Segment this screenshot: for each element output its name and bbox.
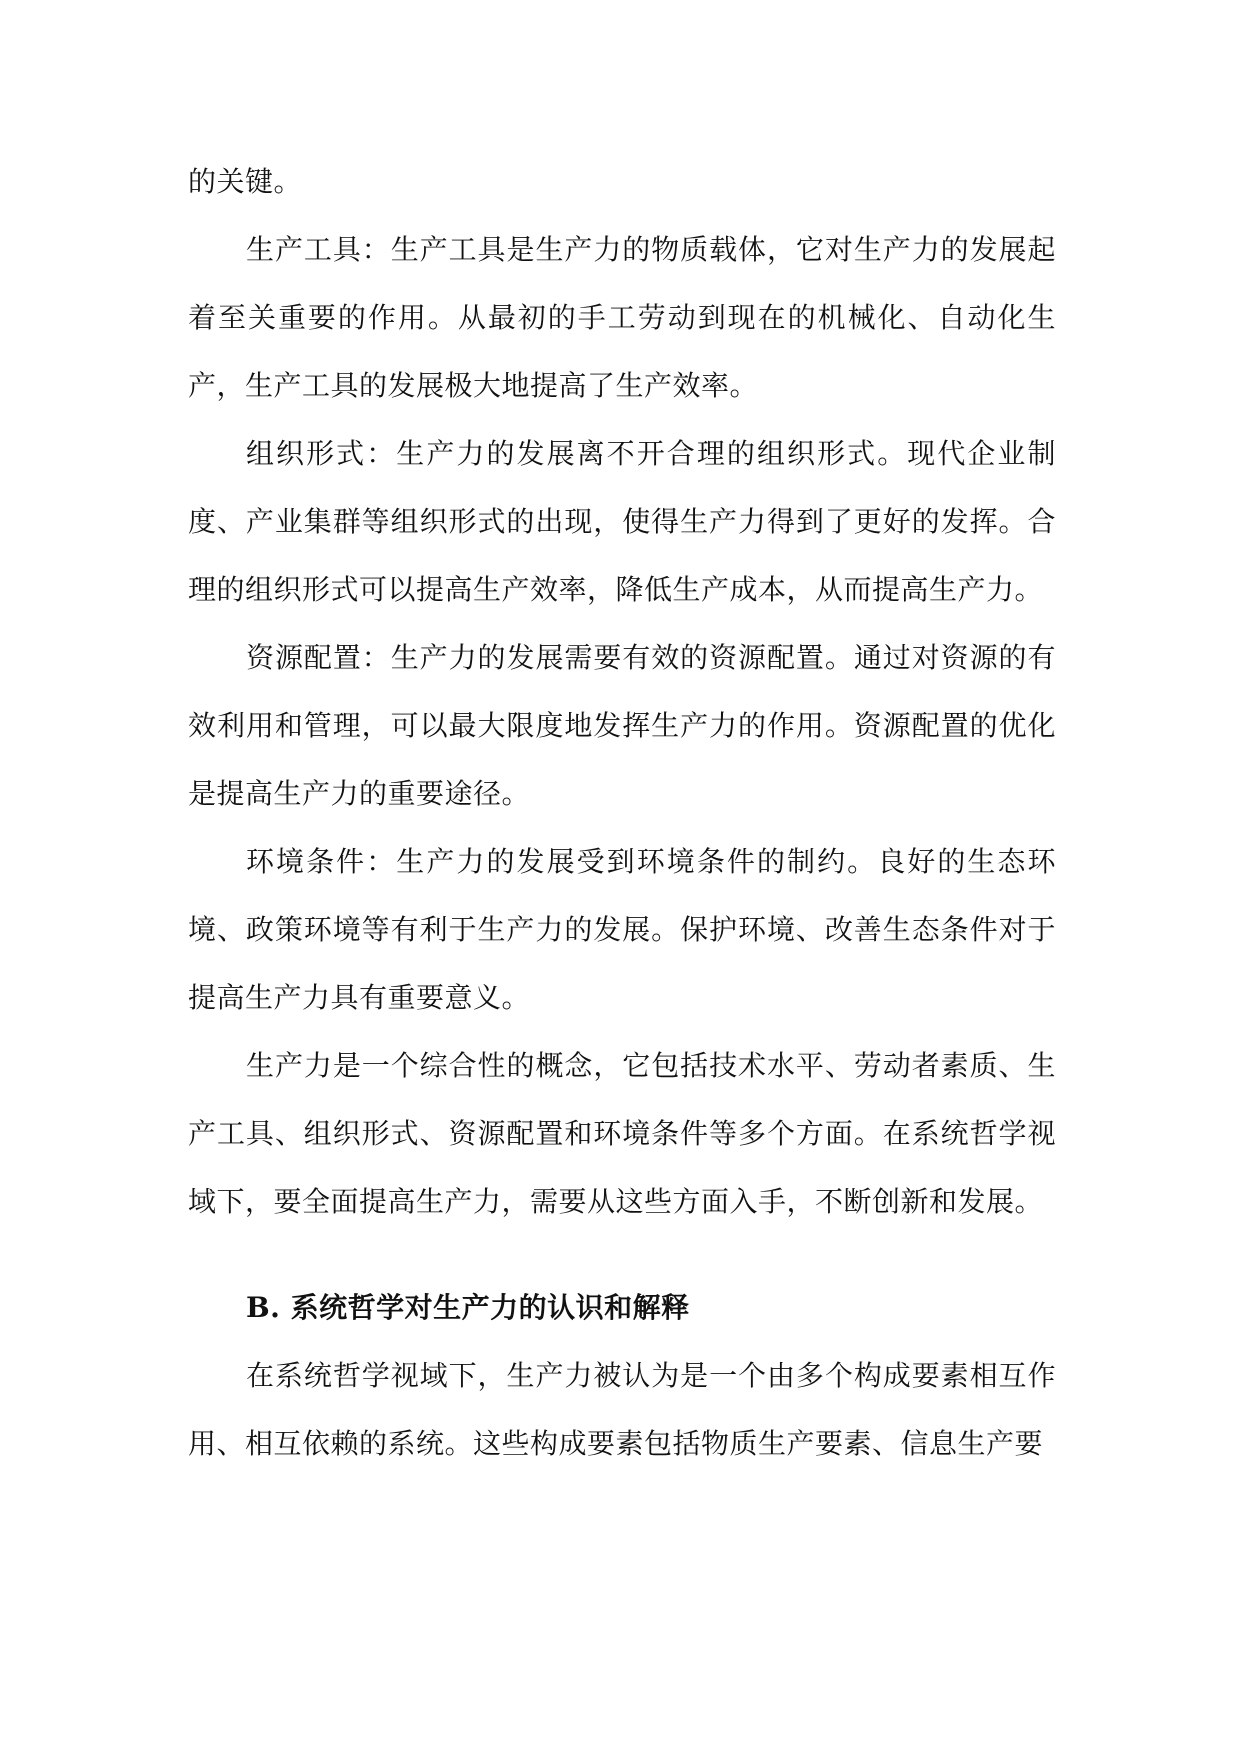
paragraph-environment-conditions: 环境条件：生产力的发展受到环境条件的制约。良好的生态环境、政策环境等有利于生产力的发展。保护环境、改善生态条件对于提高生产力具有重要意义。 [188, 845, 1056, 1014]
paragraph-organization-form: 组织形式：生产力的发展离不开合理的组织形式。现代企业制度、产业集群等组织形式的出现，使得生产力得到了更好的发挥。合理的组织形式可以提高生产效率，降低生产成本，从而提高生产力。 [188, 437, 1056, 606]
paragraph-production-tools: 生产工具：生产工具是生产力的物质载体，它对生产力的发展起着至关重要的作用。从最初的手工劳动到现在的机械化、自动化生产，生产工具的发展极大地提高了生产效率。 [188, 233, 1056, 402]
paragraph-summary: 生产力是一个综合性的概念，它包括技术水平、劳动者素质、生产工具、组织形式、资源配置和环境条件等多个方面。在系统哲学视域下，要全面提高生产力，需要从这些方面入手，不断创新和发展。 [188, 1049, 1056, 1218]
paragraph-resource-allocation: 资源配置：生产力的发展需要有效的资源配置。通过对资源的有效利用和管理，可以最大限度地发挥生产力的作用。资源配置的优化是提高生产力的重要途径。 [188, 641, 1056, 810]
paragraph-continuation: 的关键。 [188, 165, 303, 198]
document-body [188, 148, 1056, 1478]
paragraph-system-philosophy: 在系统哲学视域下，生产力被认为是一个由多个构成要素相互作用、相互依赖的系统。这些构成要素包括物质生产要素、信息生产要 [188, 1359, 1056, 1460]
section-heading: B. 系统哲学对生产力的认识和解释 [246, 1291, 690, 1324]
